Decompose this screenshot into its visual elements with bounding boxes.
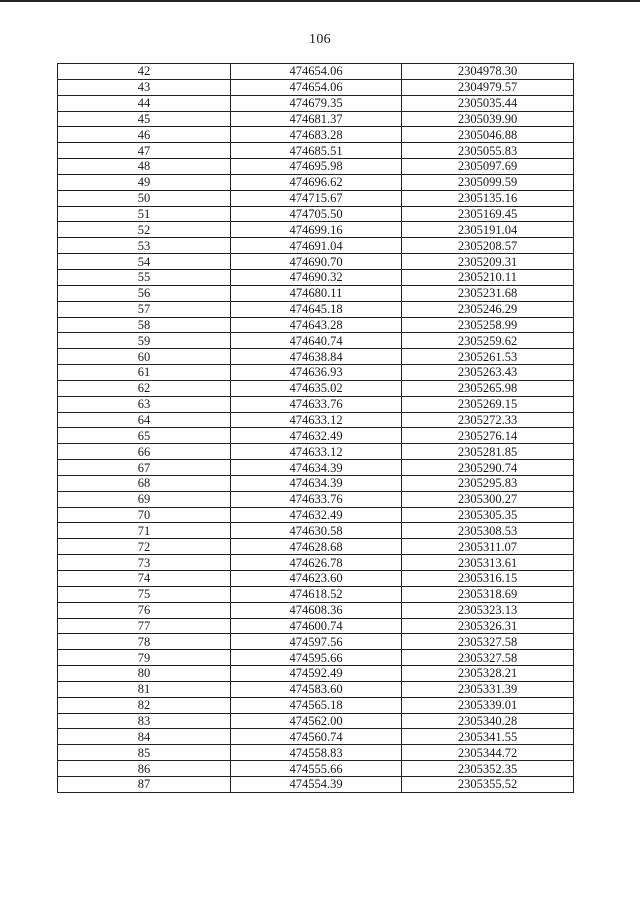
x-coordinate-cell: 474595.66 [231, 650, 402, 666]
point-number-cell: 52 [58, 222, 231, 238]
point-number-cell: 49 [58, 174, 231, 190]
x-coordinate-cell: 474632.49 [231, 507, 402, 523]
x-coordinate-cell: 474681.37 [231, 111, 402, 127]
x-coordinate-cell: 474680.11 [231, 285, 402, 301]
point-number-cell: 85 [58, 745, 231, 761]
point-number-cell: 68 [58, 475, 231, 491]
x-coordinate-cell: 474679.35 [231, 95, 402, 111]
y-coordinate-cell: 2305327.58 [402, 634, 574, 650]
y-coordinate-cell: 2305265.98 [402, 380, 574, 396]
x-coordinate-cell: 474705.50 [231, 206, 402, 222]
y-coordinate-cell: 2305305.35 [402, 507, 574, 523]
y-coordinate-cell: 2305035.44 [402, 95, 574, 111]
x-coordinate-cell: 474634.39 [231, 475, 402, 491]
x-coordinate-cell: 474685.51 [231, 143, 402, 159]
table-row [58, 776, 574, 792]
table-row [58, 79, 574, 95]
y-coordinate-cell: 2305039.90 [402, 111, 574, 127]
table-row [58, 713, 574, 729]
x-coordinate-cell: 474583.60 [231, 681, 402, 697]
table-row [58, 380, 574, 396]
table-row [58, 111, 574, 127]
x-coordinate-cell: 474633.12 [231, 444, 402, 460]
x-coordinate-cell: 474654.06 [231, 64, 402, 80]
table-row [58, 571, 574, 587]
y-coordinate-cell: 2305258.99 [402, 317, 574, 333]
y-coordinate-cell: 2305295.83 [402, 475, 574, 491]
point-number-cell: 83 [58, 713, 231, 729]
table-row [58, 745, 574, 761]
x-coordinate-cell: 474565.18 [231, 697, 402, 713]
y-coordinate-cell: 2305308.53 [402, 523, 574, 539]
point-number-cell: 55 [58, 269, 231, 285]
point-number-cell: 58 [58, 317, 231, 333]
y-coordinate-cell: 2305097.69 [402, 159, 574, 175]
table-row [58, 254, 574, 270]
table-row [58, 333, 574, 349]
point-number-cell: 50 [58, 190, 231, 206]
point-number-cell: 67 [58, 460, 231, 476]
y-coordinate-cell: 2305341.55 [402, 729, 574, 745]
point-number-cell: 77 [58, 618, 231, 634]
y-coordinate-cell: 2305210.11 [402, 269, 574, 285]
x-coordinate-cell: 474626.78 [231, 555, 402, 571]
y-coordinate-cell: 2305191.04 [402, 222, 574, 238]
table-row [58, 475, 574, 491]
x-coordinate-cell: 474628.68 [231, 539, 402, 555]
point-number-cell: 45 [58, 111, 231, 127]
y-coordinate-cell: 2305046.88 [402, 127, 574, 143]
point-number-cell: 87 [58, 776, 231, 792]
x-coordinate-cell: 474623.60 [231, 571, 402, 587]
table-row [58, 238, 574, 254]
table-row [58, 444, 574, 460]
point-number-cell: 71 [58, 523, 231, 539]
x-coordinate-cell: 474634.39 [231, 460, 402, 476]
y-coordinate-cell: 2305311.07 [402, 539, 574, 555]
point-number-cell: 81 [58, 681, 231, 697]
table-row [58, 586, 574, 602]
table-row [58, 428, 574, 444]
table-row [58, 460, 574, 476]
y-coordinate-cell: 2305344.72 [402, 745, 574, 761]
table-row [58, 365, 574, 381]
y-coordinate-cell: 2305326.31 [402, 618, 574, 634]
point-number-cell: 70 [58, 507, 231, 523]
y-coordinate-cell: 2305316.15 [402, 571, 574, 587]
x-coordinate-cell: 474608.36 [231, 602, 402, 618]
y-coordinate-cell: 2304978.30 [402, 64, 574, 80]
x-coordinate-cell: 474560.74 [231, 729, 402, 745]
y-coordinate-cell: 2305355.52 [402, 776, 574, 792]
y-coordinate-cell: 2305261.53 [402, 349, 574, 365]
table-row [58, 285, 574, 301]
point-number-cell: 63 [58, 396, 231, 412]
x-coordinate-cell: 474635.02 [231, 380, 402, 396]
x-coordinate-cell: 474690.32 [231, 269, 402, 285]
x-coordinate-cell: 474633.12 [231, 412, 402, 428]
table-row [58, 507, 574, 523]
y-coordinate-cell: 2305259.62 [402, 333, 574, 349]
point-number-cell: 82 [58, 697, 231, 713]
table-row [58, 349, 574, 365]
y-coordinate-cell: 2305281.85 [402, 444, 574, 460]
point-number-cell: 73 [58, 555, 231, 571]
table-row [58, 523, 574, 539]
x-coordinate-cell: 474618.52 [231, 586, 402, 602]
y-coordinate-cell: 2305352.35 [402, 761, 574, 777]
y-coordinate-cell: 2305169.45 [402, 206, 574, 222]
x-coordinate-cell: 474645.18 [231, 301, 402, 317]
table-row [58, 602, 574, 618]
table-row [58, 143, 574, 159]
table-row [58, 618, 574, 634]
point-number-cell: 69 [58, 491, 231, 507]
point-number-cell: 57 [58, 301, 231, 317]
y-coordinate-cell: 2305208.57 [402, 238, 574, 254]
x-coordinate-cell: 474695.98 [231, 159, 402, 175]
y-coordinate-cell: 2305300.27 [402, 491, 574, 507]
x-coordinate-cell: 474715.67 [231, 190, 402, 206]
table-row [58, 681, 574, 697]
page-number: 106 [309, 32, 331, 47]
point-number-cell: 42 [58, 64, 231, 80]
y-coordinate-cell: 2305328.21 [402, 666, 574, 682]
x-coordinate-cell: 474597.56 [231, 634, 402, 650]
table-row [58, 396, 574, 412]
x-coordinate-cell: 474638.84 [231, 349, 402, 365]
point-number-cell: 48 [58, 159, 231, 175]
y-coordinate-cell: 2305340.28 [402, 713, 574, 729]
x-coordinate-cell: 474633.76 [231, 491, 402, 507]
x-coordinate-cell: 474562.00 [231, 713, 402, 729]
x-coordinate-cell: 474600.74 [231, 618, 402, 634]
y-coordinate-cell: 2305099.59 [402, 174, 574, 190]
table-row [58, 317, 574, 333]
point-number-cell: 86 [58, 761, 231, 777]
table-row [58, 729, 574, 745]
y-coordinate-cell: 2305246.29 [402, 301, 574, 317]
x-coordinate-cell: 474630.58 [231, 523, 402, 539]
table-row [58, 491, 574, 507]
table-row [58, 761, 574, 777]
table-row [58, 206, 574, 222]
point-number-cell: 84 [58, 729, 231, 745]
point-number-cell: 53 [58, 238, 231, 254]
table-row [58, 190, 574, 206]
point-number-cell: 46 [58, 127, 231, 143]
x-coordinate-cell: 474555.66 [231, 761, 402, 777]
y-coordinate-cell: 2305209.31 [402, 254, 574, 270]
x-coordinate-cell: 474654.06 [231, 79, 402, 95]
point-number-cell: 78 [58, 634, 231, 650]
point-number-cell: 60 [58, 349, 231, 365]
y-coordinate-cell: 2305290.74 [402, 460, 574, 476]
y-coordinate-cell: 2305269.15 [402, 396, 574, 412]
x-coordinate-cell: 474683.28 [231, 127, 402, 143]
table-row [58, 159, 574, 175]
table-row [58, 555, 574, 571]
x-coordinate-cell: 474643.28 [231, 317, 402, 333]
point-number-cell: 43 [58, 79, 231, 95]
point-number-cell: 64 [58, 412, 231, 428]
table-row [58, 650, 574, 666]
y-coordinate-cell: 2305327.58 [402, 650, 574, 666]
y-coordinate-cell: 2305323.13 [402, 602, 574, 618]
table-body [58, 64, 574, 793]
top-border-line [0, 0, 640, 2]
y-coordinate-cell: 2304979.57 [402, 79, 574, 95]
point-number-cell: 74 [58, 571, 231, 587]
y-coordinate-cell: 2305313.61 [402, 555, 574, 571]
x-coordinate-cell: 474592.49 [231, 666, 402, 682]
table-row [58, 634, 574, 650]
y-coordinate-cell: 2305263.43 [402, 365, 574, 381]
y-coordinate-cell: 2305276.14 [402, 428, 574, 444]
point-number-cell: 44 [58, 95, 231, 111]
point-number-cell: 75 [58, 586, 231, 602]
x-coordinate-cell: 474699.16 [231, 222, 402, 238]
point-number-cell: 65 [58, 428, 231, 444]
y-coordinate-cell: 2305055.83 [402, 143, 574, 159]
table-row [58, 301, 574, 317]
point-number-cell: 47 [58, 143, 231, 159]
y-coordinate-cell: 2305318.69 [402, 586, 574, 602]
point-number-cell: 66 [58, 444, 231, 460]
x-coordinate-cell: 474691.04 [231, 238, 402, 254]
table-row [58, 697, 574, 713]
point-number-cell: 51 [58, 206, 231, 222]
coordinates-table [57, 63, 574, 793]
table-row [58, 269, 574, 285]
y-coordinate-cell: 2305331.39 [402, 681, 574, 697]
x-coordinate-cell: 474558.83 [231, 745, 402, 761]
x-coordinate-cell: 474633.76 [231, 396, 402, 412]
table-row [58, 127, 574, 143]
table-row [58, 95, 574, 111]
x-coordinate-cell: 474636.93 [231, 365, 402, 381]
point-number-cell: 79 [58, 650, 231, 666]
table-row [58, 666, 574, 682]
point-number-cell: 76 [58, 602, 231, 618]
point-number-cell: 72 [58, 539, 231, 555]
x-coordinate-cell: 474640.74 [231, 333, 402, 349]
x-coordinate-cell: 474554.39 [231, 776, 402, 792]
y-coordinate-cell: 2305272.33 [402, 412, 574, 428]
table-row [58, 174, 574, 190]
x-coordinate-cell: 474690.70 [231, 254, 402, 270]
point-number-cell: 54 [58, 254, 231, 270]
table-row [58, 64, 574, 80]
y-coordinate-cell: 2305339.01 [402, 697, 574, 713]
y-coordinate-cell: 2305231.68 [402, 285, 574, 301]
point-number-cell: 59 [58, 333, 231, 349]
table-row [58, 539, 574, 555]
point-number-cell: 61 [58, 365, 231, 381]
x-coordinate-cell: 474632.49 [231, 428, 402, 444]
table-row [58, 222, 574, 238]
point-number-cell: 62 [58, 380, 231, 396]
table-row [58, 412, 574, 428]
x-coordinate-cell: 474696.62 [231, 174, 402, 190]
point-number-cell: 56 [58, 285, 231, 301]
point-number-cell: 80 [58, 666, 231, 682]
y-coordinate-cell: 2305135.16 [402, 190, 574, 206]
